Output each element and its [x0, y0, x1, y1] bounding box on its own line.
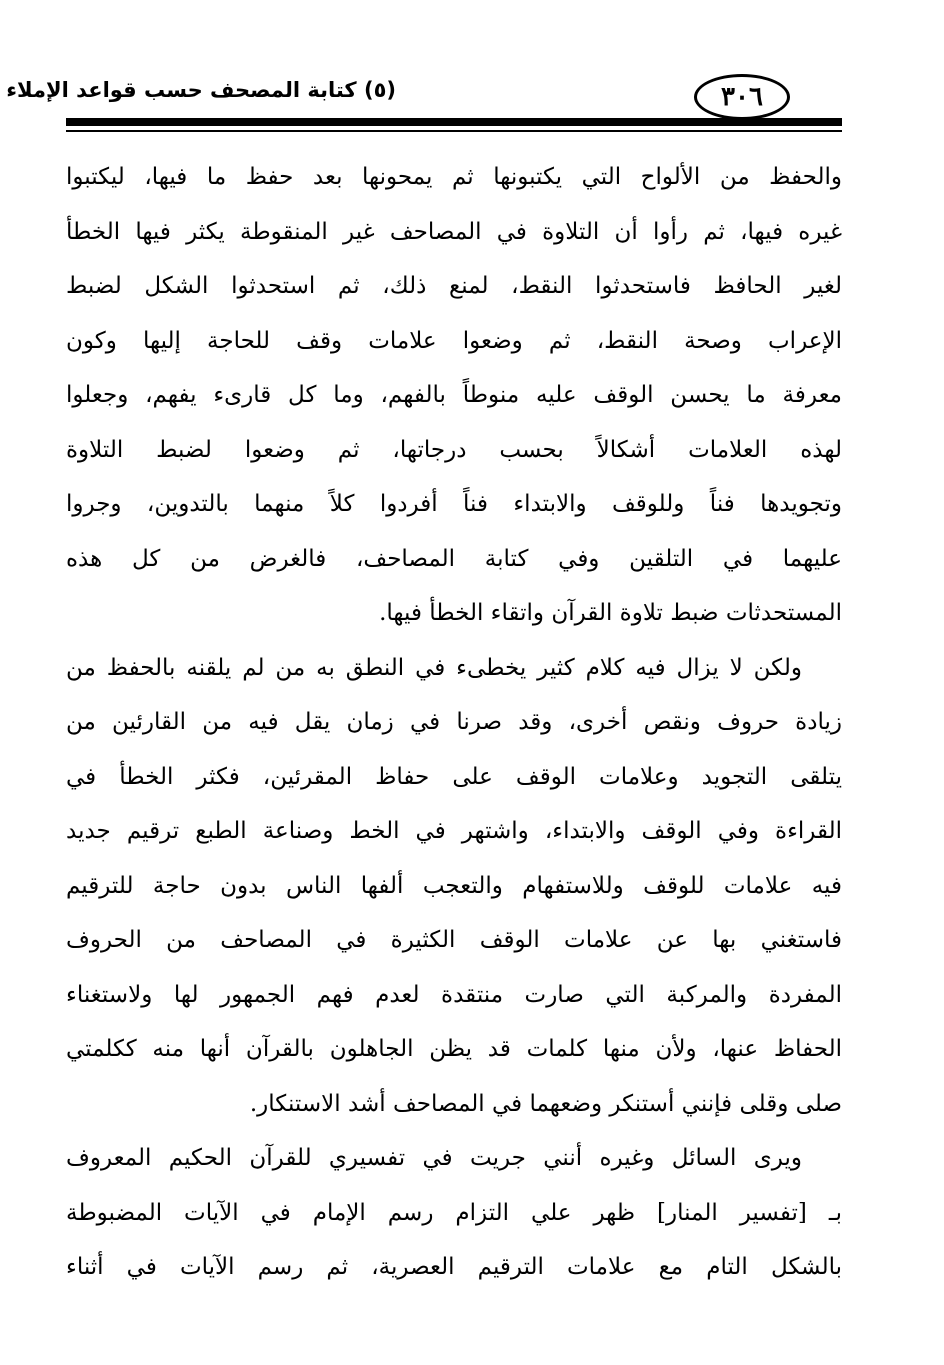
text-line: لهذه العلامات أشكالاً بحسب درجاتها، ثم وضعوا لضبط التلاوة: [66, 436, 842, 463]
text-line: والحفظ من الألواح التي يكتبونها ثم يمحونها بعد حفظ ما فيها، ليكتبوا: [66, 164, 842, 190]
text-line: يتلقى التجويد وعلامات الوقف على حفاظ المقرئين، فكثر الخطأ في: [66, 763, 842, 790]
text-line: معرفة ما يحسن الوقف عليه منوطاً بالفهم، وما كل قارىء يفهم، وجعلوا: [66, 382, 842, 408]
text-line: زيادة حروف ونقص أخرى، وقد صرنا في زمان يقل فيه من القارئين من: [66, 709, 842, 735]
text-line: بالشكل التام مع علامات الترقيم العصرية، ثم رسم الآيات في أثناء: [66, 1254, 842, 1280]
page-number: ٣٠٦: [694, 74, 790, 120]
running-title: (٥) كتابة المصحف حسب قواعد الإملاء: [6, 78, 396, 102]
text-line: القراءة وفي الوقف والابتداء، واشتهر في الخط وصناعة الطبع ترقيم جديد: [66, 818, 842, 844]
text-line: الحفاظ عنها، ولأن منها كلمات قد يظن الجاهلون بالقرآن أنها منه ككلمتي: [66, 1036, 842, 1062]
text-line: غيره فيها، ثم رأوا أن التلاوة في المصاحف غير المنقوطة يكثر فيها الخطأ: [66, 218, 842, 245]
header-rule-thick: [66, 118, 842, 126]
header-rule-thin: [66, 130, 842, 132]
text-line: ويرى السائل وغيره أنني جريت في تفسيري للقرآن الحكيم المعروف: [66, 1145, 802, 1171]
text-line: الإعراب وصحة النقط، ثم وضعوا علامات وقف للحاجة إليها وكون: [66, 327, 842, 354]
text-line: صلى وقلى فإنني أستنكر وضعهما في المصاحف أشد الاستنكار.: [249, 1090, 842, 1117]
text-line: المفردة والمركبة التي صارت منتقدة لعدم فهم الجمهور لها ولاستغناء: [66, 981, 842, 1008]
text-line: وتجويدها فناً وللوقف والابتداء فناً أفردوا كلاً منهما بالتدوين، وجروا: [66, 491, 842, 517]
text-line: فاستغني بها عن علامات الوقف الكثيرة في المصاحف من الحروف: [66, 927, 842, 953]
body-text: [66, 150, 842, 1295]
text-line: بـ [تفسير المنار] ظهر علي التزام رسم الإمام في الآيات المضبوطة: [66, 1199, 842, 1226]
text-line: لغير الحافظ فاستحدثوا النقط، لمنع ذلك، ثم استحدثوا الشكل لضبط: [66, 273, 842, 299]
text-line: عليهما في التلقين وفي كتابة المصاحف، فالغرض من كل هذه: [66, 545, 842, 572]
text-line: ولكن لا يزال فيه كلام كثير يخطىء في النطق به من لم يلقنه بالحفظ من: [66, 654, 802, 681]
text-line: فيه علامات للوقف وللاستفهام والتعجب ألفها الناس بدون حاجة للترقيم: [66, 872, 842, 899]
text-line: المستحدثات ضبط تلاوة القرآن واتقاء الخطأ فيها.: [379, 600, 842, 626]
